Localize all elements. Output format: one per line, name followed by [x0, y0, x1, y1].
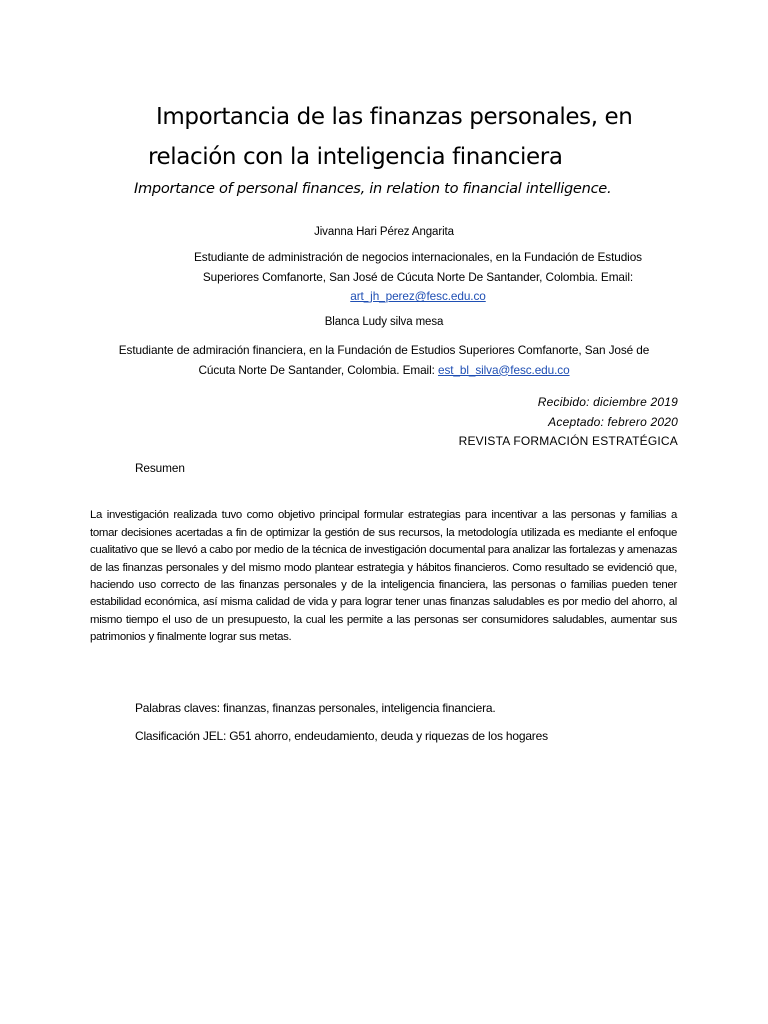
author-name-2: Blanca Ludy silva mesa [324, 316, 444, 328]
author-email-link-2[interactable]: est_bl_silva@fesc.edu.co [437, 362, 570, 377]
title-line-2: relación con la inteligencia financiera [148, 144, 563, 170]
paper-title [148, 97, 708, 177]
author-name-1: Jivanna Hari Pérez Angarita [314, 226, 454, 238]
abstract-text: La investigación realizada tuvo como objetivo principal formular estrategias para incentivar a las personas y familias a tomar decisiones acertadas a fin de optimizar la gestión de sus recursos, la metodología utilizada es mediante el enfoque cualitativo que se llevó a cabo por medio de la técnica de investigación documental para analizar las fortalezas y amenazas de las finanzas personales y del mismo modo plantear estrategia y hábitos financieros. Como resultado se evidenció que, haciendo uso correcto de las finanzas personales y de la inteligencia financiera, las personas o familias pueden tener estabilidad económica, así misma calidad de vida y para lograr tener unas finanzas saludables es por medio del ahorro, al mismo tiempo el uso de un presupuesto, la cual les permite a las personas ser consumidores saludables, aumentar sus patrimonios y finalmente lograr sus metas. [90, 509, 677, 644]
author-affiliation-1 [148, 248, 688, 307]
author-affiliation-2 [90, 341, 678, 380]
keywords-line [135, 701, 495, 715]
jel-label: Clasificación JEL: [135, 729, 227, 743]
english-title: Importance of personal finances, in relation to financial intelligence. [134, 180, 612, 197]
jel-classification-line [135, 729, 548, 743]
journal-name: REVISTA FORMACIÓN ESTRATÉGICA [458, 434, 678, 449]
keywords-value: finanzas, finanzas personales, inteligencia financiera. [219, 701, 496, 715]
affiliation-1-line-1: Estudiante de administración de negocios internacionales, en la Fundación de Estudios [194, 250, 642, 264]
title-line-1: Importancia de las finanzas personales, en [156, 104, 633, 130]
received-date: Recibido: diciembre 2019 [537, 395, 678, 409]
abstract-heading: Resumen [135, 461, 185, 475]
author-email-link-1[interactable]: art_jh_perez@fesc.edu.co [350, 289, 486, 304]
affiliation-2-line-2: Cúcuta Norte De Santander, Colombia. Email: [198, 362, 435, 377]
jel-value: G51 ahorro, endeudamiento, deuda y riquezas de los hogares [226, 729, 548, 743]
publication-dates [459, 393, 678, 452]
affiliation-2-line-1: Estudiante de admiración financiera, en la Fundación de Estudios Superiores Comfanorte, San José de [118, 343, 650, 357]
accepted-date: Aceptado: febrero 2020 [548, 414, 678, 429]
affiliation-1-line-2: Superiores Comfanorte, San José de Cúcuta Norte De Santander, Colombia. Email: [202, 269, 634, 284]
keywords-label: Palabras claves: [135, 701, 220, 715]
